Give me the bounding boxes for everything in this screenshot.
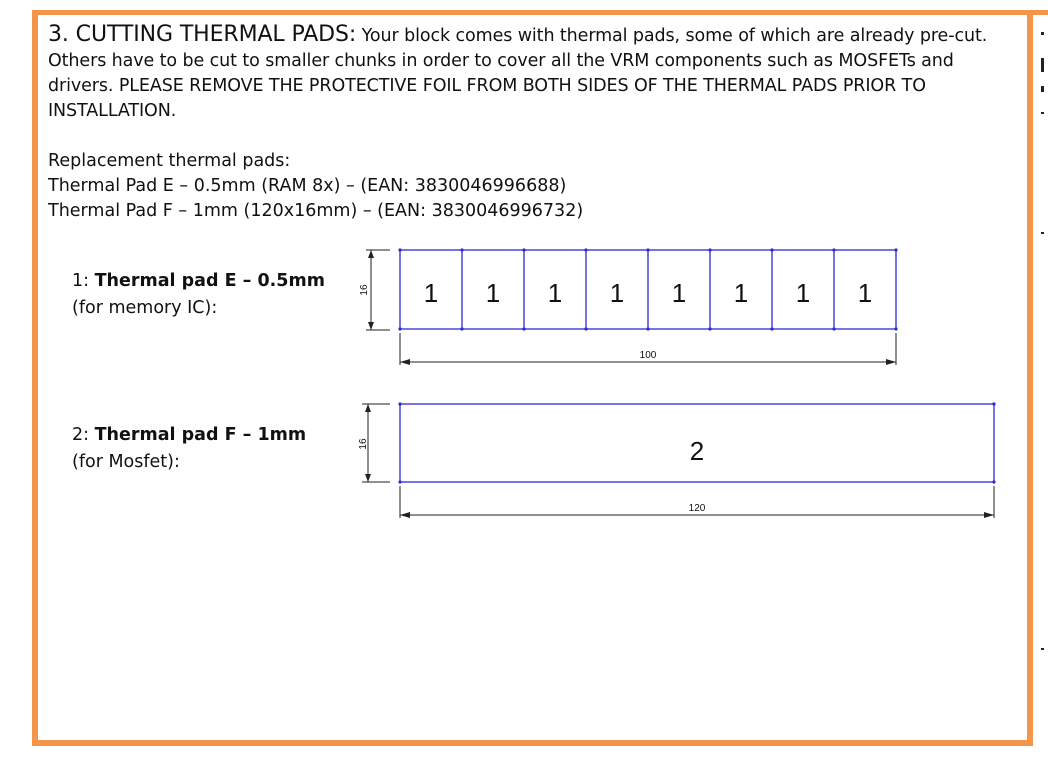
pad-f-name: Thermal pad F – 1mm <box>94 425 307 445</box>
pad-e-drawing <box>359 248 898 365</box>
pad-f-cell-number: 2 <box>689 436 705 466</box>
pad-e-vertex <box>832 248 835 251</box>
pad-e-height-label: 16 <box>359 284 370 296</box>
pad-e-cell-number: 1 <box>609 278 625 308</box>
pad-e-width-label: 100 <box>639 350 657 361</box>
pad-e-vertex <box>832 327 835 330</box>
replacement-item-f: Thermal Pad F – 1mm (120x16mm) – (EAN: 3830046996732) <box>48 201 584 221</box>
pad-e-cell-number: 1 <box>671 278 687 308</box>
pad-e-vertex <box>522 248 525 251</box>
pad-f-height-label: 16 <box>358 438 369 450</box>
pad-e-vertex <box>522 327 525 330</box>
pad-e-vertex <box>398 248 401 251</box>
pad-e-vertex <box>584 327 587 330</box>
pad-e-cell-number: 1 <box>733 278 749 308</box>
replacement-item-e: Thermal Pad E – 0.5mm (RAM 8x) – (EAN: 3830046996688) <box>48 176 567 196</box>
section-heading: 3. CUTTING THERMAL PADS: <box>48 22 357 47</box>
pad-e-name: Thermal pad E – 0.5mm <box>94 271 325 291</box>
pad-f-vertex <box>992 480 995 483</box>
pad-f-prefix: 2: <box>72 425 95 445</box>
pad-e-vertex <box>398 327 401 330</box>
section-body: Your block comes with thermal pads, some of which are already pre-cut. Others have to be cut to smaller chunks in order to cover all the VRM components such as MOSFETs and drivers. PLEASE REMOVE THE PROTECTIVE FOIL FROM BOTH SIDES OF THE THERMAL PADS PRIOR TO INSTALLATION. <box>48 26 988 121</box>
pad-e-vertex <box>770 248 773 251</box>
replacement-title: Replacement thermal pads: <box>48 151 291 171</box>
pad-e-vertex <box>708 327 711 330</box>
pad-f-vertex <box>992 402 995 405</box>
pad-e-prefix: 1: <box>72 271 95 291</box>
pad-e-vertex <box>708 248 711 251</box>
pad-f-usage: (for Mosfet): <box>72 452 180 472</box>
pad-f-width-label: 120 <box>688 503 706 514</box>
pad-f-vertex <box>398 402 401 405</box>
pad-e-cell-number: 1 <box>423 278 439 308</box>
pad-e-cell-number: 1 <box>795 278 811 308</box>
pad-e-vertex <box>894 248 897 251</box>
pad-e-vertex <box>584 248 587 251</box>
pad-e-vertex <box>646 327 649 330</box>
pad-e-vertex <box>460 327 463 330</box>
pad-e-vertex <box>770 327 773 330</box>
pad-f-vertex <box>398 480 401 483</box>
pad-e-vertex <box>894 327 897 330</box>
pad-e-cell-number: 1 <box>857 278 873 308</box>
pad-e-vertex <box>460 248 463 251</box>
pad-f-drawing <box>358 402 996 518</box>
pad-e-cell-number: 1 <box>547 278 563 308</box>
pad-e-vertex <box>646 248 649 251</box>
pad-e-cell-number: 1 <box>485 278 501 308</box>
pad-e-usage: (for memory IC): <box>72 298 218 318</box>
